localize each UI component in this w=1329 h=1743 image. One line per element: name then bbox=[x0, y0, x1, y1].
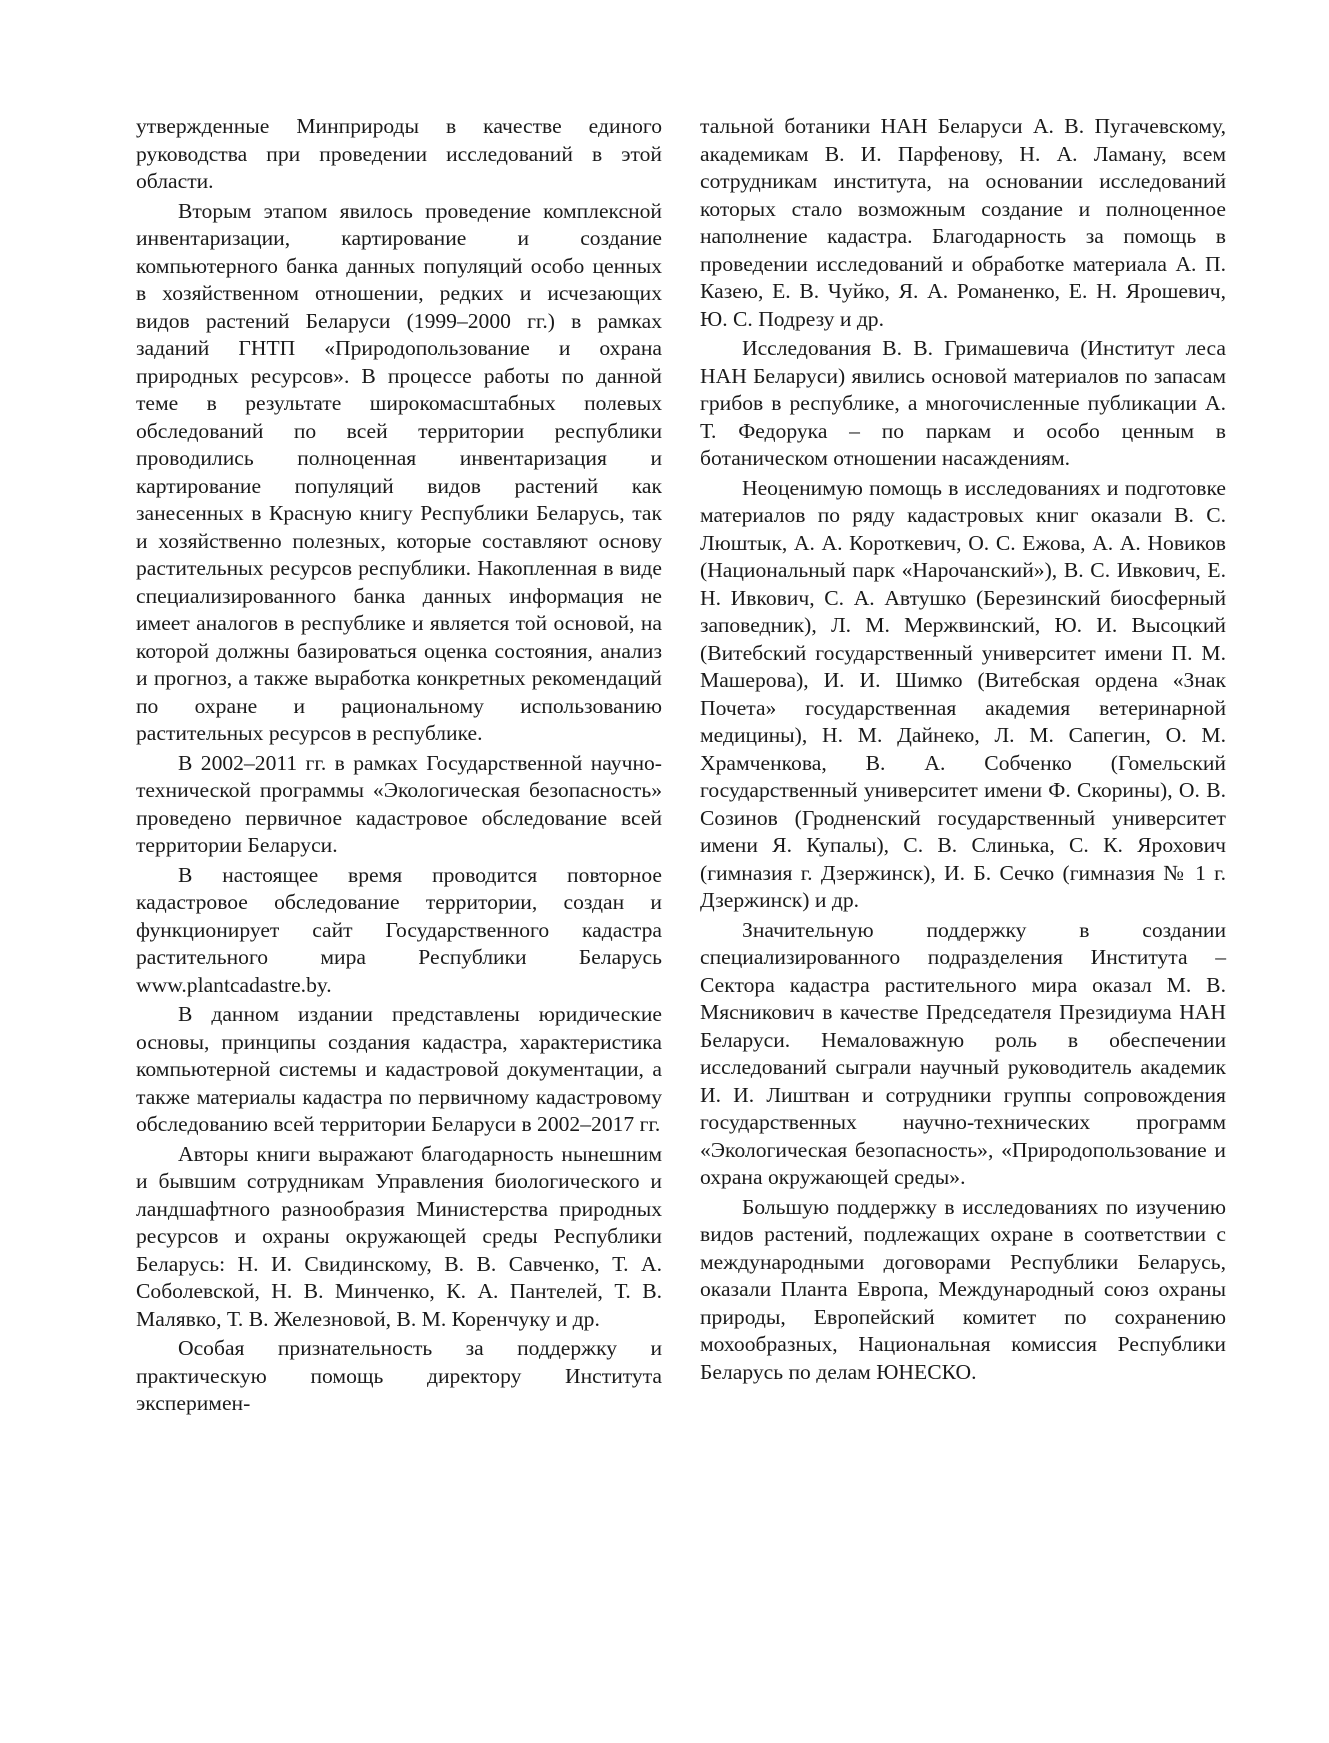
paragraph: утвержденные Минприроды в качестве единого руководства при проведении исследований в этой области. bbox=[136, 114, 662, 193]
right-column bbox=[700, 113, 1226, 1388]
paragraph: Вторым этапом явилось проведение комплексной инвентаризации, картирование и создание компьютерного банка данных популяций особо ценных в хозяйственном отношении, редких и исчезающих видов растений Беларуси (1999–2000 гг.) в рамках заданий ГНТП «Природопользование и охрана природных ресурсов». В процессе работы по данной теме в результате широкомасштабных полевых обследований по всей территории республики проводились полноценная инвентаризация и картирование популяций видов растений как занесенных в Красную книгу Республики Беларусь, так и хозяйственно полезных, которые составляют основу растительных ресурсов республики. Накопленная в виде специализированного банка данных информация не имеет аналогов в республике и является той основой, на которой должны базироваться оценка состояния, анализ и прогноз, а также выработка конкретных рекомендаций по охране и рациональному использованию растительных ресурсов в республике. bbox=[136, 198, 662, 745]
paragraph: В данном издании представлены юридические основы, принципы создания кадастра, характеристика компьютерной системы и кадастровой документации, а также материалы кадастра по первичному кадастровому обследованию всей территории Беларуси в 2002–2017 гг. bbox=[136, 1002, 662, 1136]
paragraph: В настоящее время проводится повторное кадастровое обследование территории, создан и функционирует сайт Государственного кадастра растительного мира Республики Беларусь www.plantcadastre.by. bbox=[136, 862, 662, 997]
paragraph: Особая признательность за поддержку и практическую помощь директору Института эксперимен- bbox=[136, 1336, 662, 1415]
paragraph: Исследования В. В. Гримашевича (Институт леса НАН Беларуси) явились основой материалов по запасам грибов в республике, а многочисленные публикации А. Т. Федорука – по паркам и особо ценным в ботаническом отношении насаждениям. bbox=[700, 336, 1226, 470]
paragraph: В 2002–2011 гг. в рамках Государственной научно-технической программы «Экологическая безопасность» проведено первичное кадастровое обследование всей территории Беларуси. bbox=[136, 750, 662, 857]
paragraph: Значительную поддержку в создании специализированного подразделения Института – Сектора кадастра растительного мира оказал М. В. Мясникович в качестве Председателя Президиума НАН Беларуси. Немаловажную роль в обеспечении исследований сыграли научный руководитель академик И. И. Лиштван и сотрудники группы сопровождения государственных научно-технических программ «Экологическая безопасность», «Природопользование и охрана окружающей среды». bbox=[700, 917, 1226, 1189]
paragraph: Авторы книги выражают благодарность нынешним и бывшим сотрудникам Управления биологического и ландшафтного разнообразия Министерства природных ресурсов и охраны окружающей среды Республики Беларусь: Н. И. Свидинскому, В. В. Савченко, Т. А. Соболевской, Н. В. Минченко, К. А. Пантелей, Т. В. Малявко, Т. В. Железновой, В. М. Коренчуку и др. bbox=[136, 1141, 662, 1331]
left-column bbox=[136, 113, 662, 1420]
paragraph: тальной ботаники НАН Беларуси А. В. Пугачевскому, академикам В. И. Парфенову, Н. А. Ламану, всем сотрудникам института, на основании исследований которых стало возможным создание и полноценное наполнение кадастра. Благодарность за помощь в проведении исследований и обработке материала А. П. Казею, Е. В. Чуйко, Я. А. Романенко, Е. Н. Ярошевич, Ю. С. Подрезу и др. bbox=[700, 114, 1226, 331]
paragraph: Большую поддержку в исследованиях по изучению видов растений, подлежащих охране в соответствии с международными договорами Республики Беларусь, оказали Планта Европа, Международный союз охраны природы, Европейский комитет по сохранению мохообразных, Национальная комиссия Республики Беларусь по делам ЮНЕСКО. bbox=[700, 1194, 1226, 1384]
paragraph: Неоценимую помощь в исследованиях и подготовке материалов по ряду кадастровых книг оказали В. С. Люштык, А. А. Короткевич, О. С. Ежова, А. А. Новиков (Национальный парк «Нарочанский»), В. С. Ивкович, Е. Н. Ивкович, С. А. Автушко (Березинский биосферный заповедник), Л. М. Мержвинский, Ю. И. Высоцкий (Витебский государственный университет имени П. М. Машерова), И. И. Шимко (Витебская ордена «Знак Почета» государственная академия ветеринарной медицины), Н. М. Дайнеко, Л. М. Сапегин, О. М. Храмченкова, В. А. Собченко (Гомельский государственный университет имени Ф. Скорины), О. В. Созинов (Гродненский государственный университет имени Я. Купалы), С. В. Слинька, С. К. Ярохович (гимназия г. Дзержинск), И. Б. Сечко (гимназия № 1 г. Дзержинск) и др. bbox=[700, 475, 1226, 912]
